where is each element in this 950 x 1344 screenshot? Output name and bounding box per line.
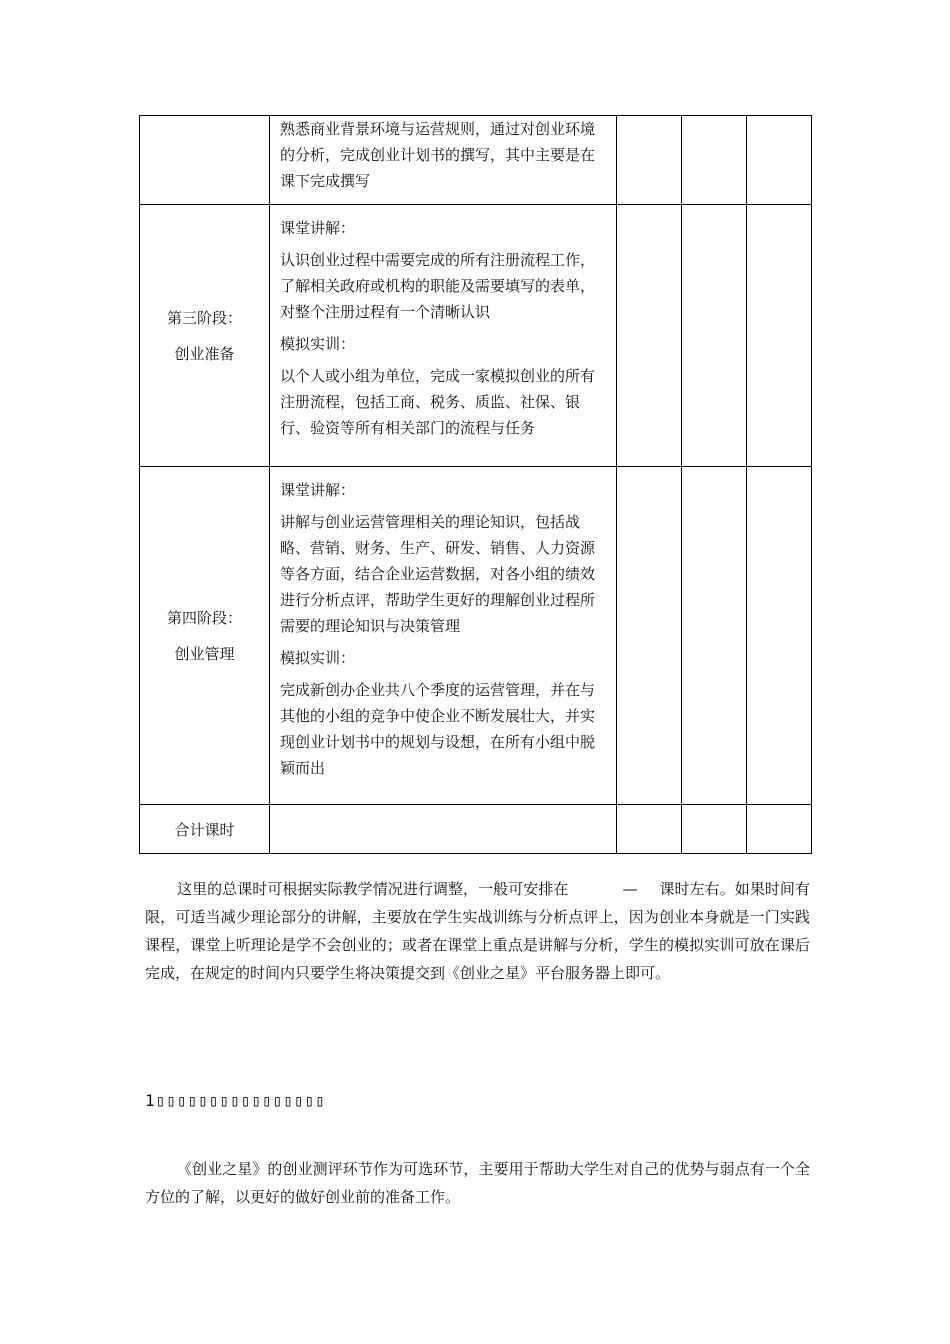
lecture-label: 课堂讲解： (280, 481, 356, 499)
hours-cell (682, 205, 747, 467)
training-label: 模拟实训： (280, 335, 356, 353)
stage-cell (140, 467, 270, 805)
section-heading: 1▯▯▯▯▯▯▯▯▯▯▯▯▯▯▯▯ (145, 1091, 326, 1110)
row1-description: 熟悉商业背景环境与运营规则，通过对创业环境的分析，完成创业计划书的撰写，其中主要是在课下完成撰写 (280, 120, 596, 190)
hours-cell (617, 805, 682, 854)
hours-cell (617, 467, 682, 805)
stage-cell (140, 116, 270, 205)
stage-name: 创业准备 (174, 344, 235, 363)
lecture-text: 讲解与创业运营管理相关的理论知识，包括战略、营销、财务、生产、研发、销售、人力资源等各方面，结合企业运营数据，对各小组的绩效进行分析点评，帮助学生更好的理解创业过程所需要的理论知识与决策管理 (280, 513, 596, 635)
hours-cell (682, 805, 747, 854)
stage-number: 第三阶段： (166, 308, 242, 327)
total-hours-label: 合计课时 (140, 805, 270, 854)
stage-name: 创业管理 (174, 644, 235, 663)
table-row (140, 205, 812, 467)
table-row (140, 116, 812, 205)
hours-cell (747, 116, 812, 205)
hours-cell (682, 116, 747, 205)
evaluation-paragraph: 《创业之星》的创业测评环节作为可选环节，主要用于帮助大学生对自己的优势与弱点有一个全方位的了解，以更好的做好创业前的准备工作。 (145, 1160, 810, 1206)
hours-cell (747, 205, 812, 467)
training-text: 以个人或小组为单位，完成一家模拟创业的所有注册流程，包括工商、税务、质监、社保、银行、验资等所有相关部门的流程与任务 (280, 367, 596, 437)
hours-note-paragraph (145, 875, 810, 987)
lecture-text: 认识创业过程中需要完成的所有注册流程工作，了解相关政府或机构的职能及需要填写的表单，对整个注册过程有一个清晰认识 (280, 251, 596, 321)
training-label: 模拟实训： (280, 649, 356, 667)
table-row (140, 467, 812, 805)
table-row (140, 805, 812, 854)
hours-cell (617, 116, 682, 205)
hours-cell (617, 205, 682, 467)
course-plan-table (139, 115, 812, 854)
content-cell (270, 805, 617, 854)
range-dash: — (622, 880, 638, 898)
hours-cell (747, 805, 812, 854)
content-cell (270, 116, 617, 205)
content-cell (270, 467, 617, 805)
content-cell (270, 205, 617, 467)
stage-number: 第四阶段： (166, 608, 242, 627)
hours-cell (747, 467, 812, 805)
lecture-label: 课堂讲解： (280, 219, 356, 237)
paragraph-text: 课时左右。如果时间有限，可适当减少理论部分的讲解，主要放在学生实战训练与分析点评上，因为创业本身就是一门实践课程，课堂上听理论是学不会创业的；或者在课堂上重点是讲解与分析，学生的模拟实训可放在课后完成，在规定的时间内只要学生将决策提交到《创业之星》平台服务器上即可。 (145, 880, 810, 982)
hours-cell (682, 467, 747, 805)
stage-cell (140, 205, 270, 467)
paragraph-text: 这里的总课时可根据实际教学情况进行调整，一般可安排在 (177, 880, 569, 898)
training-text: 完成新创办企业共八个季度的运营管理，并在与其他的小组的竞争中使企业不断发展壮大，并实现创业计划书中的规划与设想，在所有小组中脱颖而出 (280, 681, 596, 777)
